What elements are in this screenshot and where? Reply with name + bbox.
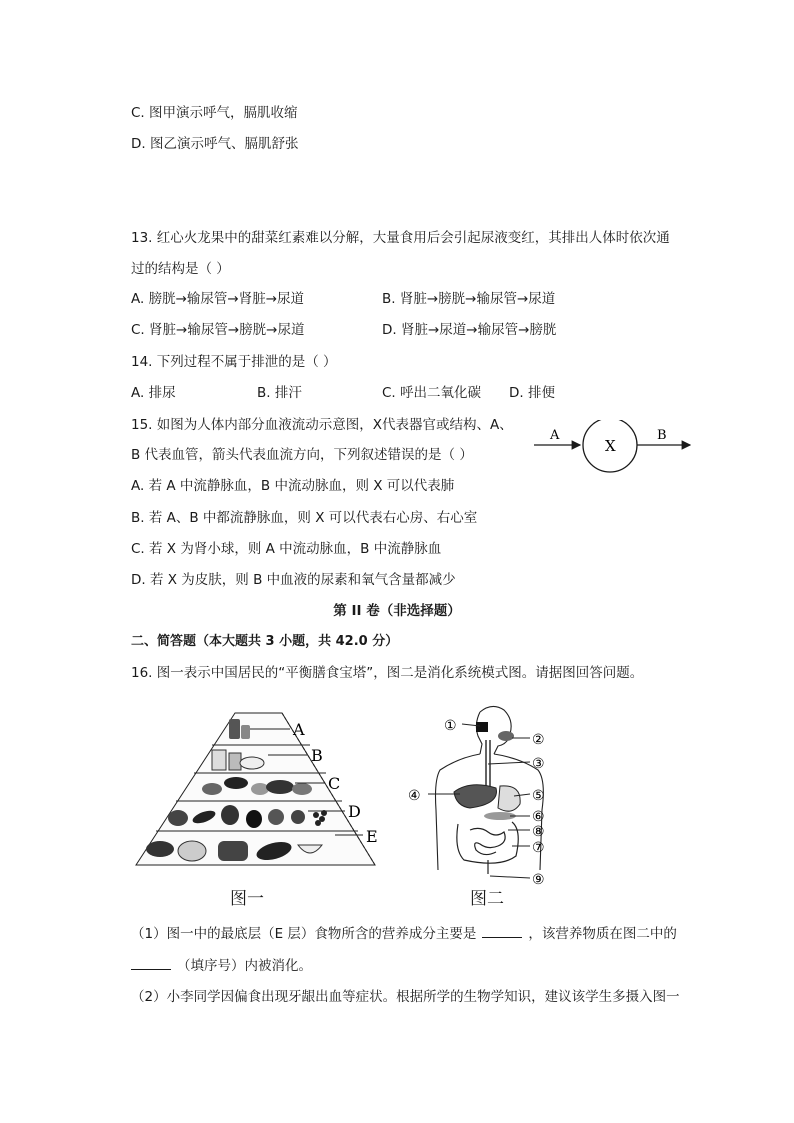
food-pyramid-figure [130, 705, 390, 875]
answer-blank-2[interactable] [131, 957, 171, 970]
q13-option-c: C. 肾脏→输尿管→膀胱→尿道 [131, 322, 305, 338]
digestive-label-4: ④ [408, 788, 421, 804]
q15-option-d: D. 若 X 为皮肤，则 B 中血液的尿素和氧气含量都减少 [131, 572, 456, 588]
q16-part1-text-a: （1）图一中的最底层（E 层）食物所含的营养成分主要是 [131, 926, 477, 942]
q15-option-a: A. 若 A 中流静脉血，B 中流动脉血，则 X 可以代表肺 [131, 478, 455, 494]
pyramid-label-d: D [348, 802, 361, 821]
figure2-caption: 图二 [470, 889, 504, 909]
vessel-b-label: B [657, 428, 667, 443]
digestive-label-9: ⑨ [532, 872, 545, 888]
q16-intro: 16. 图一表示中国居民的“平衡膳食宝塔”，图二是消化系统模式图。请据图回答问题。 [131, 665, 644, 681]
q12-option-c: C. 图甲演示呼气，膈肌收缩 [131, 105, 298, 121]
organ-x-label: X [605, 437, 616, 455]
q13-option-d: D. 肾脏→尿道→输尿管→膀胱 [382, 322, 557, 338]
q16-part1-line2 [131, 957, 312, 975]
q15-option-b: B. 若 A、B 中都流静脉血，则 X 可以代表右心房、右心室 [131, 510, 478, 526]
pyramid-label-c: C [328, 774, 341, 793]
pyramid-label-b: B [311, 746, 323, 765]
digestive-label-2: ② [532, 732, 545, 748]
q13-option-b: B. 肾脏→膀胱→输尿管→尿道 [382, 291, 556, 307]
digestive-label-8: ⑧ [532, 824, 545, 840]
answer-blank-1[interactable] [482, 925, 522, 938]
q15-stem-line2: B 代表血管，箭头代表血流方向，下列叙述错误的是（ ） [131, 447, 473, 463]
q15-option-c: C. 若 X 为肾小球，则 A 中流动脉血，B 中流静脉血 [131, 541, 442, 557]
q16-part1-text-c: （填序号）内被消化。 [177, 958, 312, 974]
q16-part1-line1 [131, 925, 677, 943]
q12-option-d: D. 图乙演示呼气、膈肌舒张 [131, 136, 299, 152]
pyramid-label-e: E [366, 827, 378, 846]
q16-part1-text-b: ，该营养物质在图二中的 [528, 926, 677, 942]
q14-option-d: D. 排便 [509, 385, 555, 401]
q14-option-b: B. 排汗 [257, 385, 302, 401]
digestive-system-figure [400, 700, 575, 890]
q14-stem: 14. 下列过程不属于排泄的是（ ） [131, 354, 337, 370]
digestive-label-3: ③ [532, 756, 545, 772]
q13-option-a: A. 膀胱→输尿管→肾脏→尿道 [131, 291, 305, 307]
digestive-label-1: ① [444, 718, 457, 734]
q13-stem-line2: 过的结构是（ ） [131, 261, 230, 277]
digestive-label-5: ⑤ [532, 788, 545, 804]
figure1-caption: 图一 [230, 889, 264, 909]
blood-flow-diagram [530, 420, 700, 480]
q15-stem-line1: 15. 如图为人体内部分血液流动示意图，X代表器官或结构、A、 [131, 417, 513, 433]
q13-stem-line1: 13. 红心火龙果中的甜菜红素难以分解，大量食用后会引起尿液变红，其排出人体时依次通 [131, 230, 670, 246]
digestive-label-6: ⑥ [532, 809, 545, 825]
q14-option-c: C. 呼出二氧化碳 [382, 385, 482, 401]
digestive-label-7: ⑦ [532, 840, 545, 856]
q16-part2-line1: （2）小李同学因偏食出现牙龈出血等症状。根据所学的生物学知识，建议该学生多摄入图一 [131, 989, 680, 1005]
section-title: 第 II 卷（非选择题） [333, 603, 461, 619]
pyramid-label-a: A [293, 720, 305, 739]
q14-option-a: A. 排尿 [131, 385, 176, 401]
vessel-a-label: A [550, 428, 560, 443]
section-subtitle: 二、简答题（本大题共 3 小题，共 42.0 分） [131, 634, 399, 649]
